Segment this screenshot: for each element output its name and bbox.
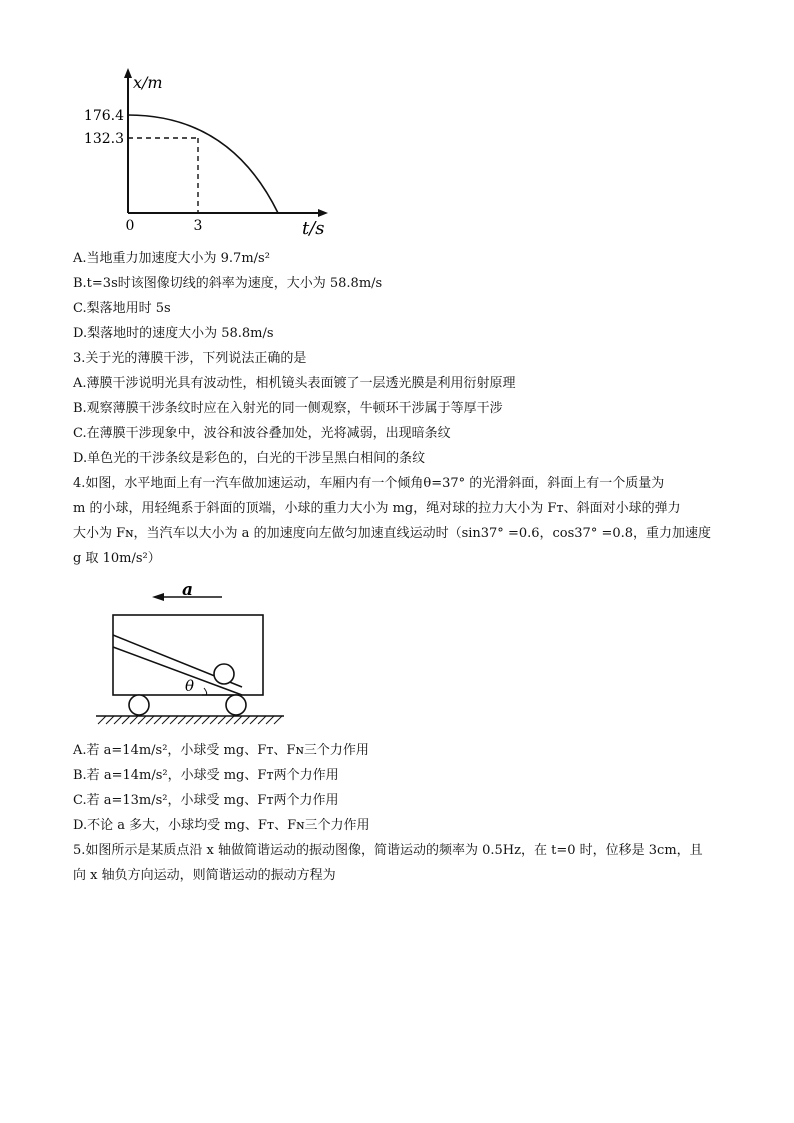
x-tick-label: 3 (193, 218, 203, 234)
xt-curve (128, 115, 278, 213)
wheel-left (129, 695, 149, 715)
q3-stem: 3.关于光的薄膜干涉，下列说法正确的是 (73, 351, 307, 366)
y-axis-arrow (124, 68, 132, 78)
q5-stem-line2: 向 x 轴负方向运动，则简谐运动的振动方程为 (73, 868, 336, 883)
q2-option-d: D.梨落地时的速度大小为 58.8m/s (73, 326, 274, 341)
x-axis-label: t/s (302, 218, 325, 239)
y-tick-mid: 132.3 (83, 131, 124, 147)
q4-option-c: C.若 a=13m/s²，小球受 mg、Fт两个力作用 (73, 793, 339, 808)
q4-option-d: D.不论 a 多大，小球均受 mg、Fт、Fɴ三个力作用 (73, 818, 370, 833)
angle-label: θ (185, 677, 195, 695)
q4-option-a: A.若 a=14m/s²，小球受 mg、Fт、Fɴ三个力作用 (73, 743, 369, 758)
y-axis-label: x/m (133, 73, 163, 92)
q4-stem-line2: m 的小球，用轻绳系于斜面的顶端，小球的重力大小为 mg，绳对球的拉力大小为 Fт、斜面对小球的弹力 (73, 501, 681, 516)
q4-option-b: B.若 a=14m/s²，小球受 mg、Fт两个力作用 (73, 768, 339, 783)
q4-stem-line4: g 取 10m/s²） (73, 551, 161, 566)
q3-option-a: A.薄膜干涉说明光具有波动性，相机镜头表面镀了一层透光膜是利用衍射原理 (73, 376, 516, 391)
q3-option-c: C.在薄膜干涉现象中，波谷和波谷叠加处，光将减弱，出现暗条纹 (73, 426, 451, 441)
q4-stem-line3: 大小为 Fɴ，当汽车以大小为 a 的加速度向左做匀加速直线运动时（sin37° =0.6，cos37° =0.8，重力加速度 (73, 526, 712, 541)
accel-label: a (182, 580, 194, 600)
q5-stem-line1: 5.如图所示是某质点沿 x 轴做简谐运动的振动图像，简谐运动的频率为 0.5Hz，在 t=0 时，位移是 3cm，且 (73, 843, 703, 858)
q3-option-d: D.单色光的干涉条纹是彩色的，白光的干涉呈黑白相间的条纹 (73, 451, 426, 466)
accel-arrow-head (152, 593, 164, 601)
y-tick-top: 176.4 (83, 108, 124, 124)
ball (214, 664, 234, 684)
xt-graph (80, 68, 350, 243)
q4-stem-line1: 4.如图，水平地面上有一汽车做加速运动，车厢内有一个倾角θ=37° 的光滑斜面，斜面上有一个质量为 (73, 476, 665, 491)
wheel-right (226, 695, 246, 715)
q2-option-b: B.t=3s时该图像切线的斜率为速度，大小为 58.8m/s (73, 276, 383, 291)
ground-hatching (98, 716, 282, 724)
x-origin-label: 0 (125, 218, 135, 234)
angle-arc (204, 688, 207, 695)
x-axis-arrow (318, 209, 328, 217)
q2-option-a: A.当地重力加速度大小为 9.7m/s² (73, 251, 270, 266)
q2-option-c: C.梨落地用时 5s (73, 301, 171, 316)
q3-option-b: B.观察薄膜干涉条纹时应在入射光的同一侧观察，牛顿环干涉属于等厚干涉 (73, 401, 503, 416)
car-incline-figure (92, 575, 292, 725)
